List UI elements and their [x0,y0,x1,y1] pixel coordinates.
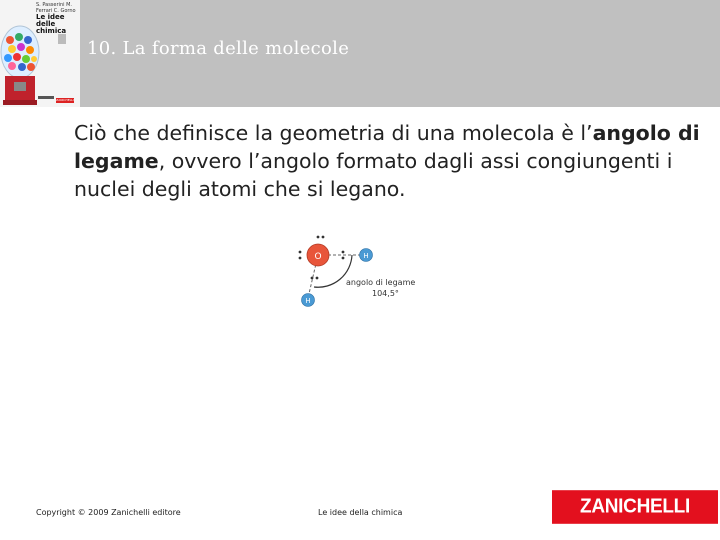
cover-title-line1: Le idee delle [36,13,65,28]
bond-electron [342,251,345,254]
publisher-logo: ZANICHELLI [552,490,718,524]
hydrogen-label-2: H [305,297,311,305]
cover-authors: S. Passerini M. Ferrari C. Gorno [36,2,76,14]
body-text-part2: , ovvero l’angolo formato dagli assi congiungenti i nuclei degli atomi che si legano. [74,149,673,201]
oxygen-label: O [314,252,322,262]
book-cover [0,0,80,107]
water-molecule-figure [290,232,440,317]
body-paragraph [74,119,704,203]
hydrogen-label-1: H [363,252,369,260]
cover-title-line2: chimica [36,27,67,35]
bond-electron [342,257,345,260]
slide-title: 10. La forma delle molecole [87,38,350,59]
footer-copyright: Copyright © 2009 Zanichelli editore [36,508,181,517]
lone-pair-dot [322,236,325,239]
body-text-part1: Ciò che definisce la geometria di una molecola è l’ [74,121,593,145]
cover-publisher: ZANICHELLI [56,98,74,102]
cover-title [36,2,76,35]
lone-pair-dot [317,236,320,239]
lone-pair-dot [299,251,302,254]
lone-pair-dot [299,257,302,260]
bond-electron [316,277,319,280]
body-emphasis: angolo di legame [74,121,700,173]
slide-header [0,0,720,107]
footer-book-title: Le idee della chimica [318,508,403,517]
angle-value: 104,5° [372,289,399,298]
angle-label: angolo di legame [346,278,416,287]
